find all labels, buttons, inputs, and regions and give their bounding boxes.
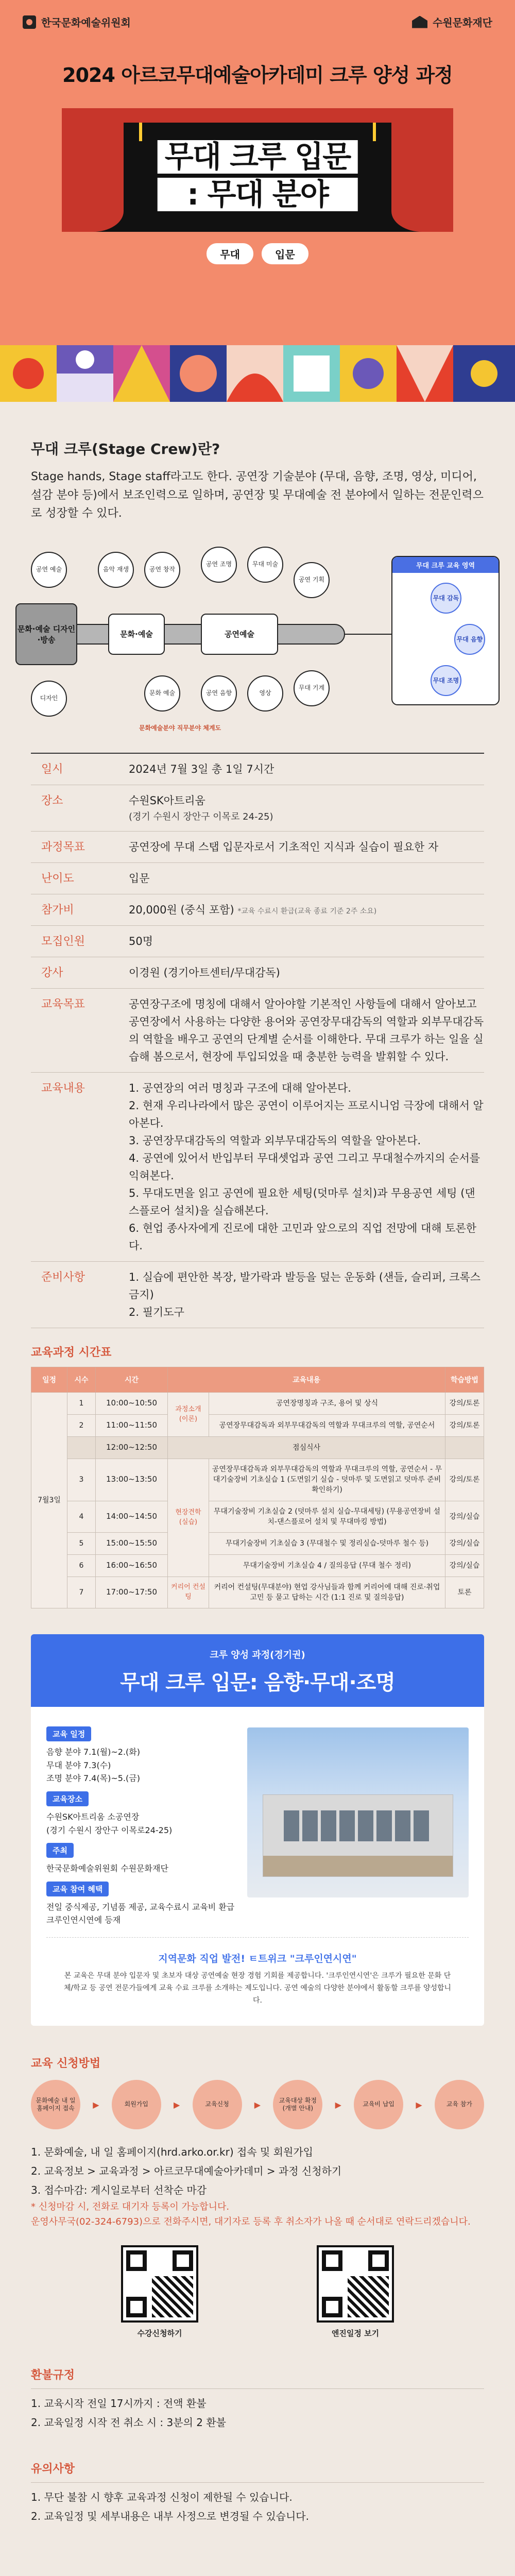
info-row (31, 926, 484, 957)
panel-heading: 무대 크루 교육 영역 (392, 557, 499, 573)
table-row (31, 1501, 484, 1533)
content-cell: 점심식사 (168, 1436, 445, 1459)
content-cell: 공연장무대감독과 외부무대감독의 역할과 무대크루의 역할, 공연순서 - 무대기술장비 기초실습 1 (도면읽기 실습 - 덧마루 및 도면읽고 덧마루 준비 확인하기) (209, 1459, 445, 1501)
list-item: 3. 접수마감: 게시일로부터 선착순 마감 (31, 2184, 207, 2197)
building-icon (263, 1794, 453, 1877)
circle-node: 무대 미술 (247, 547, 283, 583)
info-value (129, 792, 484, 824)
info-key: 준비사항 (41, 1271, 85, 1284)
career-diagram (15, 541, 500, 732)
step-circle: 교육신청 (193, 2080, 242, 2129)
time-cell: 12:00~12:50 (96, 1436, 168, 1459)
content-cell: 무대기술장비 기초실습 4 / 질의응답 (무대 철수 정리) (209, 1554, 445, 1577)
crew-training-panel (391, 556, 500, 705)
building-windows (284, 1810, 432, 1841)
hour-cell: 5 (67, 1533, 96, 1555)
list-item: 1. 공연장의 여러 명칭과 구조에 대해 알아본다. (129, 1082, 351, 1095)
list-item: 2. 교육일정 시작 전 취소 시 : 3분의 2 환불 (31, 2416, 226, 2429)
qr-label: 엔진일정 보기 (331, 2328, 380, 2338)
table-row (31, 1577, 484, 1608)
info-value (129, 1268, 484, 1321)
venue-name: 수원SK아트리움 (129, 794, 205, 807)
section-pill: 주최 (46, 1843, 74, 1858)
tag-stage: 무대 (207, 243, 253, 264)
table-row (31, 1533, 484, 1555)
arrow-right-icon: ▶ (416, 2099, 422, 2110)
info-value: 2024년 7월 3일 총 1일 7시간 (129, 762, 274, 775)
info-row (31, 754, 484, 785)
panel-item: 무대 조명 (431, 665, 461, 696)
time-cell: 17:00~17:50 (96, 1577, 168, 1608)
column-header: 교육내용 (168, 1367, 445, 1393)
card-details (46, 1720, 247, 1927)
circle-node: 공연 음향 (201, 675, 237, 711)
list-item: 1. 실습에 편안한 복장, 발가락과 발등을 덮는 운동화 (샌들, 슬리퍼, 크록스 금지) (129, 1271, 481, 1301)
qr-code-icon[interactable] (317, 2245, 394, 2323)
qr-finder (173, 2250, 193, 2271)
content-cell: 커리어 컨설팅(무대분야) 현업 강사님들과 함께 커리어에 대해 진로·취업 고민 등 묻고 답하는 시간 (1:1 진로 및 질의응답) (209, 1577, 445, 1608)
section-pill: 교육 참여 혜택 (46, 1882, 109, 1896)
qr-finder (126, 2297, 147, 2317)
qr-data (348, 2276, 389, 2317)
info-row (31, 1073, 484, 1262)
info-row (31, 1262, 484, 1328)
category-cell: 과정소개 (이론) (168, 1393, 209, 1437)
hour-cell: 4 (67, 1501, 96, 1533)
venue-photo (247, 1727, 469, 1897)
venue-line: (경기 수원시 장안구 이목로24-25) (46, 1825, 173, 1835)
table-row (31, 1415, 484, 1437)
schedule-heading: 교육과정 시간표 (31, 1346, 112, 1360)
method-cell: 강의/토론 (445, 1415, 484, 1437)
card-footer (46, 1937, 469, 2007)
refund-heading: 환불규정 (31, 2368, 75, 2382)
method-cell: 강의/토론 (445, 1459, 484, 1501)
content-cell: 공연장무대감독과 외부무대감독의 역할과 무대크루의 역할, 공연순서 (209, 1415, 445, 1437)
list-item: 2. 현재 우리나라에서 많은 공연이 이루어지는 프로시니엄 극장에 대해서 알아본다. (129, 1099, 484, 1130)
time-cell: 10:00~10:50 (96, 1393, 168, 1415)
hero-banner (0, 0, 515, 402)
hour-cell: 2 (67, 1415, 96, 1437)
content-list (129, 1079, 484, 1255)
method-cell (445, 1436, 484, 1459)
info-key: 장소 (41, 794, 63, 807)
qr-finder (322, 2297, 342, 2317)
arrow-right-icon: ▶ (335, 2099, 341, 2110)
hour-cell: 7 (67, 1577, 96, 1608)
step-circle: 교육 참가 (435, 2080, 484, 2129)
list-item: 1. 교육시작 전일 17시까지 : 전액 환불 (31, 2397, 207, 2410)
fee-value: 20,000원 (중식 포함) (129, 904, 234, 917)
content-cell: 공연장명칭과 구조, 용어 및 상식 (209, 1393, 445, 1415)
list-item: 6. 현업 종사자에게 진로에 대한 고민과 앞으로의 직업 전망에 대해 토론한다. (129, 1222, 477, 1252)
arrow-right-icon: ▶ (174, 2099, 180, 2110)
column-header: 일정 (31, 1367, 67, 1393)
qr-label: 수강신청하기 (137, 2328, 182, 2338)
info-value: 입문 (129, 872, 150, 885)
qr-finder (368, 2250, 389, 2271)
stage-illustration (62, 108, 453, 232)
section-pill: 교육장소 (46, 1791, 89, 1806)
circle-node: 공연 조명 (201, 547, 237, 583)
content-cell: 무대기술장비 기초실습 2 (덧마루 설치 실습-무대세팅) (무용공연장비 설치-댄스플로어 설치 및 무대마킹 방법) (209, 1501, 445, 1533)
circle-node: 영상 (247, 675, 283, 711)
diagram-mid-box: 문화·예술 (108, 614, 165, 655)
program-card (31, 1634, 484, 2026)
info-value (129, 1079, 484, 1255)
diagram-center-box: 공연예술 (201, 614, 278, 655)
circle-node: 공연 창작 (144, 552, 180, 588)
notice-list (31, 2482, 484, 2526)
qr-finder (322, 2250, 342, 2271)
info-row (31, 863, 484, 894)
schedule-line: 음향 분야 7.1(월)~2.(화) (46, 1747, 140, 1757)
info-row (31, 894, 484, 926)
page-title: 2024 아르코무대예술아카데미 크루 양성 과정 (62, 64, 453, 87)
benefit-line: 크루인연시연에 등재 (46, 1915, 121, 1925)
hour-cell: 6 (67, 1554, 96, 1577)
qr-codes (62, 2245, 453, 2338)
benefit-line: 전일 중식제공, 기념품 제공, 교육수료시 교육비 환급 (46, 1902, 235, 1912)
info-row (31, 989, 484, 1073)
building-base (263, 1856, 453, 1876)
org-logo-right[interactable] (412, 14, 492, 29)
qr-code-icon[interactable] (121, 2245, 198, 2323)
info-value: 50명 (129, 935, 153, 948)
info-value: 이경원 (경기아트센터/무대감독) (129, 967, 280, 979)
list-item: 1. 문화예술, 내 일 홈페이지(hrd.arko.or.kr) 접속 및 회원가입 (31, 2146, 313, 2159)
venue-address: (경기 수원시 장안구 이목로 24-25) (129, 811, 273, 822)
list-item: 2. 필기도구 (129, 1306, 184, 1319)
waitlist-note: 운영사무국(02-324-6793)으로 전화주시면, 대기자로 등록 후 취소자가 나올 때 순서대로 연락드리겠습니다. (31, 2216, 471, 2228)
method-cell: 강의/토론 (445, 1393, 484, 1415)
info-key: 참가비 (41, 904, 74, 917)
circle-node: 디자인 (31, 681, 67, 717)
notice-heading: 유의사항 (31, 2462, 75, 2476)
tassel-right (373, 123, 376, 141)
panel-item: 무대 음향 (454, 624, 485, 655)
panel-item: 무대 감독 (431, 583, 461, 614)
diagram-caption: 문화예술분야 직무분야 체계도 (139, 724, 221, 732)
step-circle: 회원가입 (112, 2080, 161, 2129)
step-circle: 교육비 납입 (354, 2080, 403, 2129)
content-cell: 무대기술장비 기초실습 3 (무대철수 및 정리실습-덧마루 철수 등) (209, 1533, 445, 1555)
section-pill: 교육 일정 (46, 1726, 91, 1741)
list-item: 2. 교육정보 > 교육과정 > 아르코무대예술아카데미 > 과정 신청하기 (31, 2165, 342, 2178)
prep-list (129, 1268, 484, 1321)
hour-cell (67, 1436, 96, 1459)
schedule-line: 조명 분야 7.4(목)~5.(금) (46, 1773, 140, 1784)
time-cell: 16:00~16:50 (96, 1554, 168, 1577)
circle-node: 무대 기계 (294, 670, 330, 706)
intro-heading: 무대 크루(Stage Crew)란? (31, 440, 220, 457)
schedule-line: 무대 분야 7.3(수) (46, 1760, 111, 1770)
fee-note: *교육 수료시 환급(교육 종료 기준 2주 소요) (237, 907, 377, 916)
list-item: 2. 교육일정 및 세부내용은 내부 사정으로 변경될 수 있습니다. (31, 2510, 309, 2522)
suwon-logo-icon (412, 16, 427, 28)
info-key: 교육목표 (41, 998, 85, 1011)
method-cell: 강의/실습 (445, 1554, 484, 1577)
qr-schedule[interactable] (317, 2245, 394, 2338)
time-cell: 15:00~15:50 (96, 1533, 168, 1555)
column-header: 시간 (96, 1367, 168, 1393)
time-cell: 13:00~13:50 (96, 1459, 168, 1501)
arrow-right-icon: ▶ (254, 2099, 261, 2110)
table-row (31, 1459, 484, 1501)
column-header: 시수 (67, 1367, 96, 1393)
apply-heading: 교육 신청방법 (31, 2057, 101, 2071)
qr-finder (126, 2250, 147, 2271)
info-key: 강사 (41, 967, 63, 980)
banner-text (158, 140, 358, 215)
top-bar (0, 0, 515, 29)
curtain-left (62, 108, 124, 232)
list-item: 1. 무단 불참 시 향후 교육과정 신청이 제한될 수 있습니다. (31, 2490, 293, 2503)
banner-line-2: : 무대 분야 (158, 178, 358, 211)
card-footer-title: 지역문화 직업 발전! ㅌ트위크 "크루인연시연" (158, 1953, 357, 1964)
curtain-right (391, 108, 453, 232)
course-info-table (31, 753, 484, 1329)
list-item: 5. 무대도면을 읽고 공연에 필요한 세팅(덧마루 설치)과 무용공연 세팅 (댄스플로어 설치)을 실습해본다. (129, 1187, 475, 1217)
tag-list (0, 243, 515, 264)
info-key: 난이도 (41, 872, 74, 886)
column-header: 학습방법 (445, 1367, 484, 1393)
decorative-shapes-icon (0, 325, 515, 402)
info-row (31, 957, 484, 989)
banner-line-1: 무대 크루 입문 (158, 140, 358, 174)
method-cell: 강의/실습 (445, 1533, 484, 1555)
circle-node: 공연 기획 (294, 562, 330, 598)
table-row (31, 1554, 484, 1577)
qr-data (152, 2276, 193, 2317)
tassel-left (139, 123, 142, 141)
table-row (31, 1393, 484, 1415)
host-line: 한국문화예술위원회 수원문화재단 (46, 1863, 168, 1874)
step-circle: 교육대상 확정(개별 안내) (273, 2080, 322, 2129)
apply-steps (31, 2080, 484, 2129)
info-key: 일시 (41, 762, 63, 776)
method-cell: 강의/실습 (445, 1501, 484, 1533)
hour-cell: 3 (67, 1459, 96, 1501)
table-row (31, 1436, 484, 1459)
step-circle: 문화예술 내 일 홈페이지 접속 (31, 2080, 80, 2129)
schedule-table (31, 1367, 484, 1608)
info-key: 모집인원 (41, 935, 85, 948)
org-right-name: 수원문화재단 (433, 16, 492, 29)
method-cell: 토론 (445, 1577, 484, 1608)
card-body (31, 1707, 484, 1927)
info-key: 과정목표 (41, 841, 85, 854)
list-item: 3. 공연장무대감독의 역할과 외부무대감독의 역할을 알아본다. (129, 1134, 421, 1147)
venue-line: 수원SK아트리움 소공연장 (46, 1812, 140, 1822)
info-value: 공연장구조에 명칭에 대해서 알아야할 기본적인 사항들에 대해서 알아보고 공연장에서 사용하는 다양한 용어와 공연장무대감독의 역할과 외부무대감독의 역할을 배우고 공연의 단계별 순서를 이해한다. 무대 크루가 하는 일을 실습해 봄으로서, 현장에 투입되었을 때 충분한 능력을 발휘할 수 있다. (129, 998, 484, 1063)
info-row (31, 785, 484, 832)
apply-instructions (31, 2143, 484, 2230)
refund-list (31, 2388, 484, 2432)
card-subtitle: 크루 양성 과정(경기권) (210, 1650, 305, 1661)
org-logo-left[interactable] (23, 14, 131, 29)
info-value (129, 901, 484, 919)
info-row (31, 832, 484, 863)
intro-section (0, 402, 515, 523)
table-header-row (31, 1367, 484, 1393)
intro-body: Stage hands, Stage staff라고도 한다. 공연장 기술분야 (무대, 음향, 조명, 영상, 미디어, 설감 분야 등)에서 보조인력으로 일하며, 공연장 및 무대예술 전 분야에서 일하는 전문인력으로 성장할 수 있다. (31, 470, 484, 520)
qr-apply[interactable] (121, 2245, 198, 2338)
time-cell: 14:00~14:50 (96, 1501, 168, 1533)
waitlist-note: * 신청마감 시, 전화로 대기자 등록이 가능합니다. (31, 2201, 230, 2213)
diagram-left-box: 문화·예술 디자인·방송 (15, 603, 77, 665)
circle-node: 음악 재생 (98, 552, 134, 588)
circle-node: 문화 예술 (144, 675, 180, 711)
category-cell: 현장견학 (실습) (168, 1459, 209, 1577)
card-title: 무대 크루 입문: 음향·무대·조명 (120, 1671, 395, 1695)
info-key: 교육내용 (41, 1082, 85, 1095)
circle-node: 공연 예술 (31, 552, 67, 588)
info-value: 공연장에 무대 스탭 입문자로서 기초적인 지식과 실습이 필요한 자 (129, 841, 439, 854)
arko-logo-icon (23, 15, 36, 29)
decorative-pattern (0, 325, 515, 402)
arrow-right-icon: ▶ (93, 2099, 99, 2110)
org-left-name: 한국문화예술위원회 (41, 16, 131, 29)
category-cell: 커리어 컨설팅 (168, 1577, 209, 1608)
list-item: 4. 공연에 있어서 반입부터 무대셋업과 공연 그리고 무대철수까지의 순서를 익혀본다. (129, 1152, 480, 1182)
card-header (31, 1634, 484, 1707)
time-cell: 11:00~11:50 (96, 1415, 168, 1437)
card-footer-text: 본 교육은 무대 분야 입문자 및 초보자 대상 공연예술 현장 경험 기회를 제공합니다. '크루인연시연'은 크루가 필요한 문화 단체/학교 등 공연 전문가들에게 교육 수료 크루를 소개하는 제도입니다. 공연 예술의 다양한 분야에서 활동할 크루를 양성합니다. (63, 1971, 452, 2005)
day-cell: 7월3일 (31, 1393, 67, 1608)
tag-level: 입문 (262, 243, 308, 264)
hour-cell: 1 (67, 1393, 96, 1415)
